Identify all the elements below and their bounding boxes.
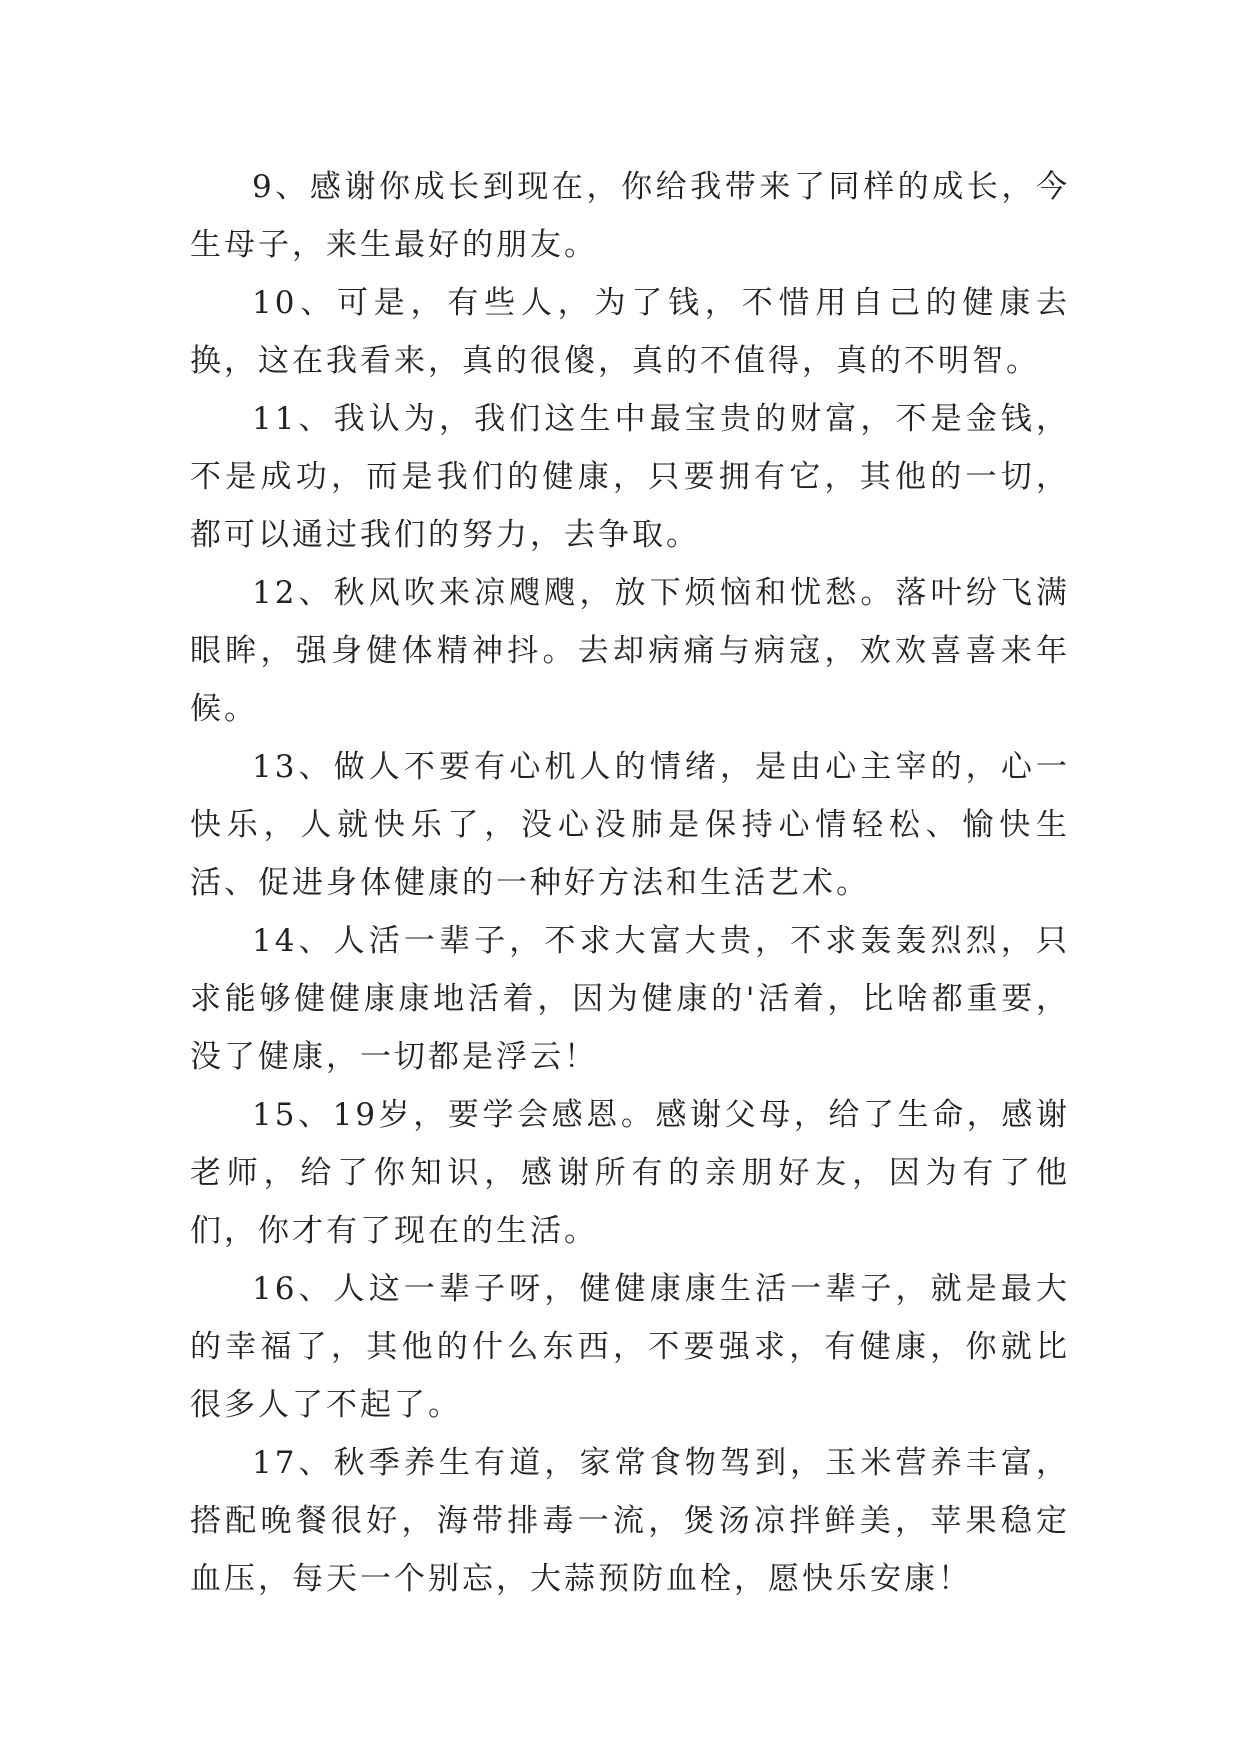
document-body [190,158,1070,1608]
paragraph-11: 11、我认为，我们这生中最宝贵的财富，不是金钱，不是成功，而是我们的健康，只要拥有它，其他的一切，都可以通过我们的努力，去争取。 [190,401,1070,553]
paragraph-16: 16、人这一辈子呀，健健康康生活一辈子，就是最大的幸福了，其他的什么东西，不要强求，有健康，你就比很多人了不起了。 [190,1271,1070,1423]
paragraph-9: 9、感谢你成长到现在，你给我带来了同样的成长，今生母子，来生最好的朋友。 [190,169,1070,263]
paragraph-14: 14、人活一辈子，不求大富大贵，不求轰轰烈烈，只求能够健健康康地活着，因为健康的'活着，比啥都重要，没了健康，一切都是浮云！ [190,923,1070,1075]
paragraph-12: 12、秋风吹来凉飕飕，放下烦恼和忧愁。落叶纷飞满眼眸，强身健体精神抖。去却病痛与病寇，欢欢喜喜来年候。 [190,575,1070,727]
paragraph-13: 13、做人不要有心机人的情绪，是由心主宰的，心一快乐，人就快乐了，没心没肺是保持心情轻松、愉快生活、促进身体健康的一种好方法和生活艺术。 [190,749,1070,901]
paragraph-10: 10、可是，有些人，为了钱，不惜用自己的健康去换，这在我看来，真的很傻，真的不值得，真的不明智。 [190,285,1070,379]
paragraph-17: 17、秋季养生有道，家常食物驾到，玉米营养丰富，搭配晚餐很好，海带排毒一流，煲汤凉拌鲜美，苹果稳定血压，每天一个别忘，大蒜预防血栓，愿快乐安康！ [190,1445,1070,1597]
paragraph-15: 15、19岁，要学会感恩。感谢父母，给了生命，感谢老师，给了你知识，感谢所有的亲朋好友，因为有了他们，你才有了现在的生活。 [190,1097,1070,1249]
